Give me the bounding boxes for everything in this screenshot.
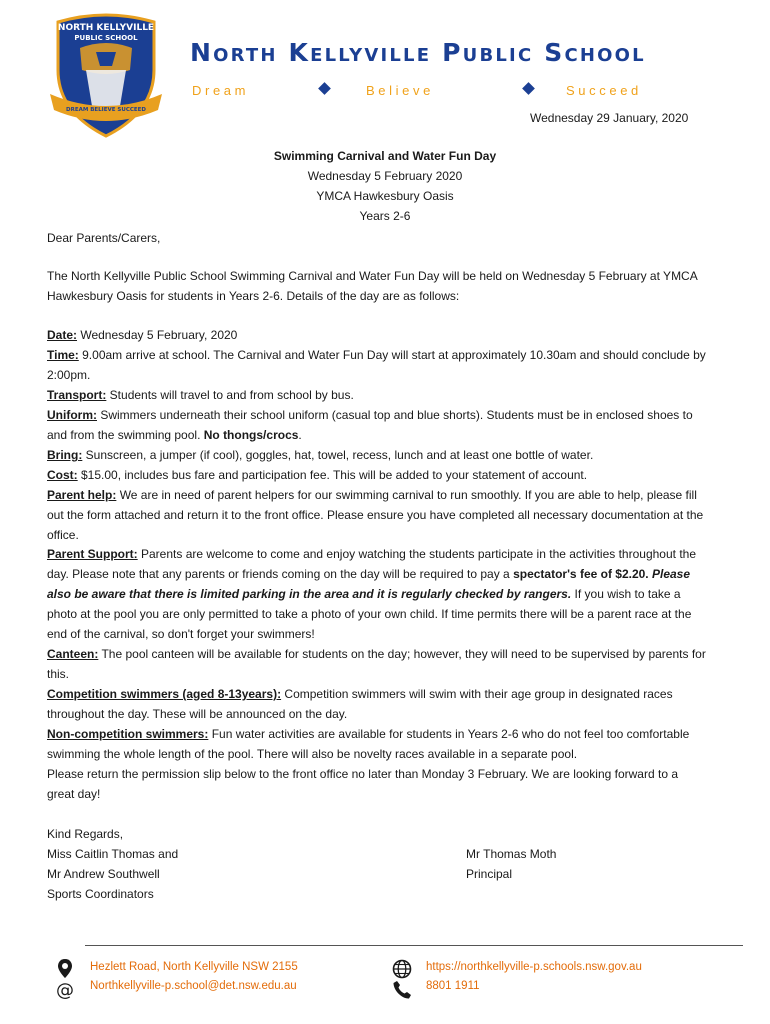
detail-text: Swimmers underneath their school uniform (casual top and blue shorts). Students must be in enclosed shoes to (97, 408, 693, 422)
location-pin-icon (54, 958, 76, 980)
detail-date (47, 325, 237, 345)
signatory-left: Sports Coordinators (47, 887, 154, 901)
detail-parent-support (47, 544, 696, 564)
detail-text: 2:00pm. (47, 368, 91, 382)
school-name: North Kellyville Public School (190, 38, 646, 67)
detail-text: throughout the day. These will be announced on the day. (47, 707, 348, 721)
detail-label: Transport: (47, 388, 107, 402)
event-years: Years 2-6 (359, 209, 411, 223)
event-date: Wednesday 5 February 2020 (307, 169, 463, 183)
detail-text: Students will travel to and from school by bus. (106, 388, 354, 402)
detail-bold-italic: Please (648, 567, 691, 581)
detail-label: Parent Support: (47, 547, 138, 561)
detail-uniform (47, 405, 693, 425)
at-sign-icon (54, 979, 76, 1001)
detail-text: Sunscreen, a jumper (if cool), goggles, hat, towel, recess, lunch and at least one bottle of water. (82, 448, 594, 462)
return-line: Please return the permission slip below to the front office no later than Monday 3 February. We are looking forward to a (47, 767, 679, 781)
detail-text: The pool canteen will be available for students on the day; however, they will need to be supervised by parents for (98, 647, 706, 661)
detail-label: Uniform: (47, 408, 97, 422)
detail-label: Time: (47, 348, 79, 362)
footer-divider (85, 945, 743, 946)
salutation: Dear Parents/Carers, (47, 231, 161, 245)
letter-date: Wednesday 29 January, 2020 (530, 111, 689, 125)
detail-label: Canteen: (47, 647, 99, 661)
motto-diamond (522, 82, 535, 95)
footer-phone: 8801 1911 (426, 980, 480, 992)
signatory-left: Mr Andrew Southwell (47, 867, 160, 881)
detail-text: and from the swimming pool. (47, 428, 204, 442)
detail-label: Competition swimmers (aged 8-13years): (47, 687, 282, 701)
detail-text: . (298, 428, 302, 442)
detail-competition (47, 684, 673, 704)
detail-bring (47, 445, 593, 465)
detail-text: 9.00am arrive at school. The Carnival and Water Fun Day will start at approximately 10.30am and should conclude by (78, 348, 706, 362)
logo-name-line2: PUBLIC SCHOOL (74, 34, 138, 42)
signatory-right: Principal (466, 867, 513, 881)
logo-name-line1: NORTH KELLYVILLE (57, 23, 155, 33)
motto-succeed: S u c c e e d (566, 83, 639, 98)
return-line: great day! (47, 787, 101, 801)
detail-non-competition (47, 724, 689, 744)
detail-bold-italic: also be aware that there is limited parking in the area and it is regularly checked by rangers. (47, 587, 572, 601)
detail-label: Cost: (47, 468, 78, 482)
detail-time (47, 345, 706, 365)
detail-transport (47, 385, 354, 405)
event-venue: YMCA Hawkesbury Oasis (316, 189, 454, 203)
footer-address: Hezlett Road, North Kellyville NSW 2155 (90, 961, 298, 973)
school-logo (50, 8, 162, 140)
detail-text: day. Please note that any parents or friends coming on the day will be required to pay a (47, 567, 514, 581)
detail-canteen (47, 644, 706, 664)
intro-line: The North Kellyville Public School Swimming Carnival and Water Fun Day will be held on Wednesday 5 February at YMCA (47, 269, 698, 283)
detail-support-line (47, 584, 681, 604)
detail-label: Date: (47, 328, 78, 342)
detail-label: Bring: (47, 448, 83, 462)
detail-parent-help (47, 485, 697, 505)
detail-text: $15.00, includes bus fare and participation fee. This will be added to your statement of account. (77, 468, 588, 482)
motto-believe: B e l i e v e (366, 83, 431, 98)
detail-text: end of the carnival, so don't forget your swimmers! (47, 627, 315, 641)
detail-support-line (47, 564, 690, 584)
globe-icon (391, 958, 413, 980)
detail-text: If you wish to take a (571, 587, 681, 601)
detail-label: Non-competition swimmers: (47, 727, 209, 741)
detail-cost (47, 465, 587, 485)
detail-text: swimming the whole length of the pool. There will also be novelty races available in a separate pool. (47, 747, 578, 761)
detail-text: this. (47, 667, 70, 681)
svg-text:@: @ (56, 980, 74, 1001)
detail-text: We are in need of parent helpers for our swimming carnival to run smoothly. If you are able to help, please fill (116, 488, 697, 502)
detail-bold: No thongs/crocs (203, 428, 299, 442)
event-title: Swimming Carnival and Water Fun Day (273, 149, 497, 163)
motto-diamond (318, 82, 331, 95)
signoff: Kind Regards, (47, 827, 124, 841)
detail-text: photo at the pool you are only permitted to take a photo of your own child. If time permits there will be a parent race at the (47, 607, 692, 621)
footer-website[interactable]: https://northkellyville-p.schools.nsw.gov.au (426, 961, 642, 973)
phone-icon (391, 979, 413, 1001)
motto-dream: D r e a m (192, 83, 246, 98)
signatory-right: Mr Thomas Moth (466, 847, 557, 861)
detail-uniform-cont (47, 425, 302, 445)
intro-line: Hawkesbury Oasis for students in Years 2-6. Details of the day are as follows: (47, 289, 460, 303)
detail-text: Fun water activities are available for students in Years 2-6 who do not feel too comfortable (208, 727, 690, 741)
footer-email[interactable]: Northkellyville-p.school@det.nsw.edu.au (90, 980, 297, 992)
detail-bold: spectator's fee of $2.20. (513, 567, 649, 581)
signatory-left: Miss Caitlin Thomas and (47, 847, 179, 861)
detail-text: Wednesday 5 February, 2020 (77, 328, 238, 342)
logo-motto-banner: DREAM BELIEVE SUCCEED (66, 107, 146, 113)
detail-text: Competition swimmers will swim with their age group in designated races (281, 687, 673, 701)
detail-text: out the form attached and return it to the front office. Please ensure you have completed all necessary documentation at the (47, 508, 704, 522)
detail-label: Parent help: (47, 488, 117, 502)
detail-text: office. (47, 528, 79, 542)
detail-text: Parents are welcome to come and enjoy watching the students participate in the activities throughout the (137, 547, 696, 561)
